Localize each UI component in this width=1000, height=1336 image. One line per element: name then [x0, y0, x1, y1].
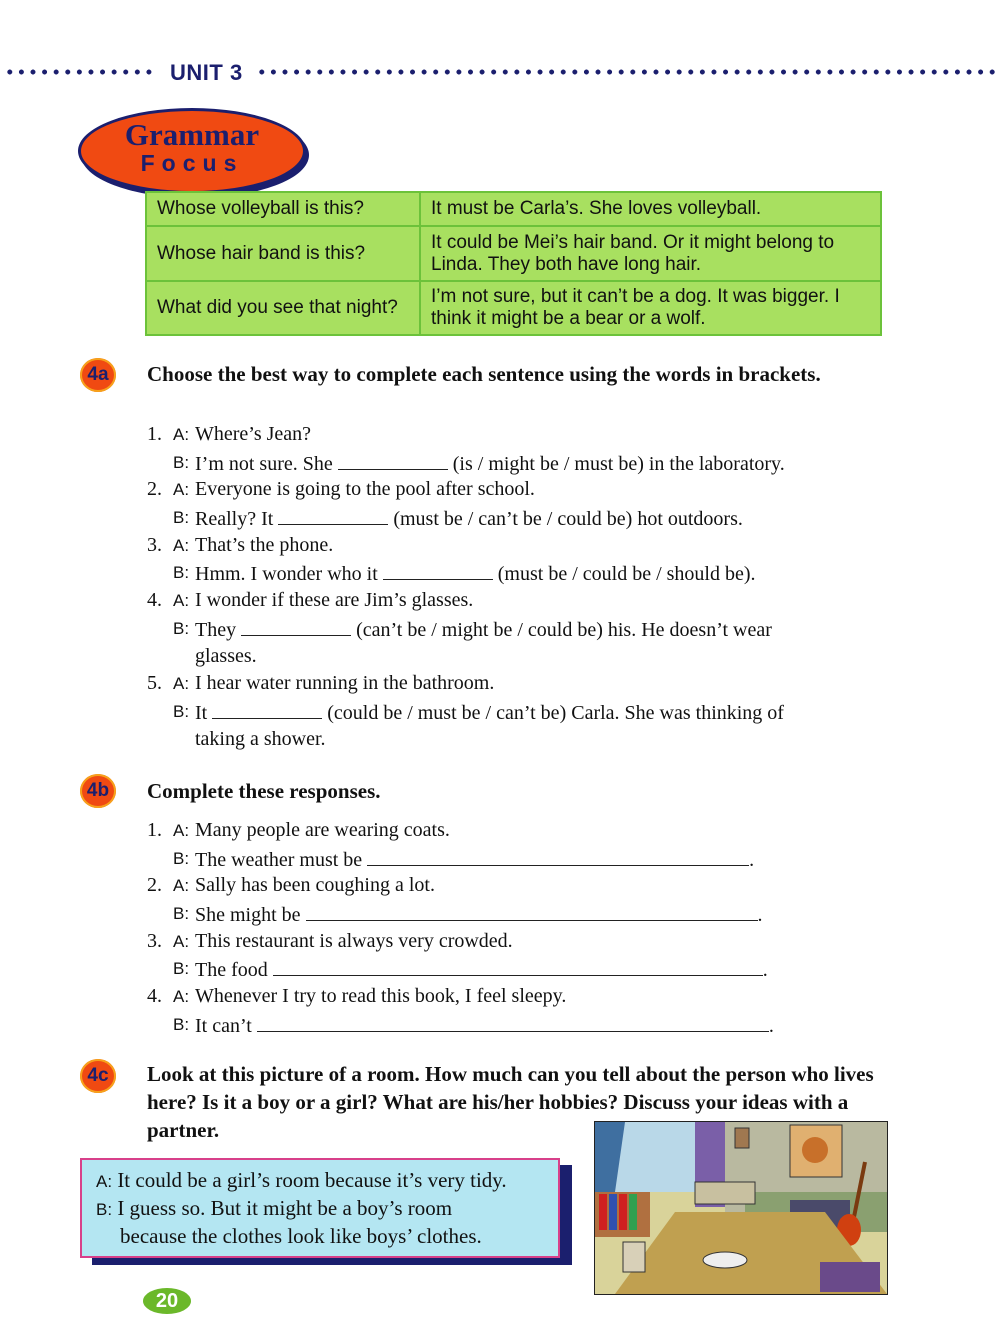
- speaker-label: A:: [173, 876, 190, 896]
- exercise-line: [147, 476, 907, 504]
- line-text: [195, 476, 535, 504]
- exercise-line: [147, 900, 907, 928]
- line-options: .: [749, 848, 755, 871]
- exercise-line: [147, 643, 907, 671]
- item-number: 2.: [147, 478, 162, 501]
- item-number: 3.: [147, 533, 162, 556]
- speaker-label: A:: [173, 480, 190, 500]
- line-options: (can’t be / might be / could be) his. He doesn’t wear: [356, 618, 772, 641]
- answer-cell: It must be Carla’s. She loves volleyball.: [420, 192, 881, 226]
- item-number: 3.: [147, 929, 162, 952]
- line-text: [195, 1011, 774, 1041]
- dialog-text: because the clothes look like boys’ clothes.: [120, 1224, 482, 1248]
- line-options: (must be / could be / should be).: [497, 563, 756, 586]
- line-options: .: [762, 959, 768, 982]
- speaker-label: B:: [96, 1200, 113, 1219]
- item-number: 2.: [147, 874, 162, 897]
- line-prompt: taking a shower.: [195, 727, 326, 750]
- speaker-label: A:: [173, 591, 190, 611]
- unit-label: UNIT 3: [170, 60, 243, 85]
- speaker-label: A:: [173, 821, 190, 840]
- item-number: 4.: [147, 985, 162, 1008]
- line-text: [195, 559, 756, 589]
- line-text: [195, 726, 326, 754]
- speaker-label: A:: [173, 425, 190, 444]
- line-prompt: This restaurant is always very crowded.: [195, 929, 513, 952]
- line-prompt: The food: [195, 959, 268, 982]
- question-cell: Whose volleyball is this?: [146, 192, 420, 226]
- page-number: 20: [143, 1288, 191, 1314]
- line-options: (is / might be / must be) in the laboratory.: [452, 452, 785, 475]
- line-prompt: Whenever I try to read this book, I feel sleepy.: [195, 985, 567, 1008]
- exercise-line: [147, 532, 907, 560]
- sample-dialog-box: [80, 1158, 560, 1258]
- line-prompt: It can’t: [195, 1014, 252, 1037]
- line-prompt: I hear water running in the bathroom.: [195, 672, 495, 695]
- line-text: [195, 698, 784, 728]
- dialog-line: [96, 1166, 507, 1196]
- line-prompt: I’m not sure. She: [195, 452, 333, 475]
- line-prompt: Hmm. I wonder who it: [195, 563, 378, 586]
- answer-blank[interactable]: [241, 615, 351, 636]
- exercise-4b-instruction: Complete these responses.: [147, 779, 381, 803]
- question-cell: What did you see that night?: [146, 281, 420, 335]
- line-prompt: Sally has been coughing a lot.: [195, 874, 435, 897]
- line-text: [195, 817, 450, 845]
- line-prompt: It: [195, 701, 208, 724]
- line-text: [195, 532, 333, 560]
- exercise-badge-4b: 4b: [80, 774, 116, 808]
- speaker-label: B:: [173, 904, 190, 924]
- line-text: [195, 587, 473, 615]
- grammar-table: [145, 191, 882, 336]
- line-text: [195, 955, 768, 985]
- line-prompt: I wonder if these are Jim’s glasses.: [195, 589, 474, 612]
- line-options: (could be / must be / can’t be) Carla. She was thinking of: [327, 701, 784, 724]
- speaker-label: B:: [173, 848, 190, 868]
- line-prompt: Really? It: [195, 508, 274, 531]
- line-text: [195, 421, 311, 449]
- exercise-line: [147, 587, 907, 615]
- exercise-4c-instruction: Look at this picture of a room. How much can you tell about the person who lives here? Is it a boy or a girl? What are his/her hobbies? Discuss your ideas with a partner.: [147, 1062, 874, 1142]
- exercise-4a-list: [147, 421, 907, 753]
- answer-blank[interactable]: [278, 504, 388, 525]
- exercise-line: [147, 449, 907, 477]
- line-text: [195, 983, 566, 1011]
- answer-blank[interactable]: [306, 900, 758, 921]
- exercise-line: [147, 726, 907, 754]
- exercise-4b-list: [147, 817, 907, 1039]
- line-prompt: glasses.: [195, 644, 257, 667]
- exercise-line: [147, 421, 907, 449]
- room-illustration: [594, 1121, 888, 1295]
- dialog-line: [96, 1194, 452, 1224]
- exercise-line: [147, 559, 907, 587]
- item-number: 5.: [147, 672, 162, 695]
- speaker-label: A:: [173, 674, 190, 694]
- answer-blank[interactable]: [257, 1011, 769, 1032]
- line-text: [195, 900, 763, 930]
- exercise-line: [147, 872, 907, 900]
- grammar-focus-logo: [78, 108, 306, 194]
- line-text: [195, 615, 772, 645]
- exercise-4a-instruction: Choose the best way to complete each sentence using the words in brackets.: [147, 362, 821, 386]
- answer-blank[interactable]: [273, 955, 763, 976]
- grammar-focus-subtitle: Focus: [140, 150, 244, 176]
- exercise-badge-4c: 4c: [80, 1059, 116, 1093]
- dotted-rule-right: [256, 66, 1000, 78]
- exercise-line: [147, 504, 907, 532]
- speaker-label: B:: [173, 452, 190, 472]
- answer-cell: I’m not sure, but it can’t be a dog. It was bigger. I think it might be a bear or a wolf.: [420, 281, 881, 335]
- dialog-text: I guess so. But it might be a boy’s room: [117, 1196, 453, 1220]
- speaker-label: B:: [173, 563, 190, 583]
- line-text: [195, 670, 494, 698]
- line-prompt: Everyone is going to the pool after school.: [195, 478, 535, 501]
- question-cell: Whose hair band is this?: [146, 226, 420, 281]
- speaker-label: A:: [173, 931, 190, 951]
- line-text: [195, 872, 435, 900]
- speaker-label: A:: [173, 987, 190, 1007]
- answer-blank[interactable]: [367, 845, 749, 866]
- exercise-line: [147, 670, 907, 698]
- exercise-line: [147, 615, 907, 643]
- item-number: 1.: [147, 819, 162, 841]
- exercise-line: [147, 845, 907, 873]
- line-options: .: [757, 904, 763, 927]
- dialog-text: It could be a girl’s room because it’s very tidy.: [117, 1168, 507, 1192]
- table-row: [146, 281, 881, 335]
- grammar-focus-title: Grammar: [124, 117, 260, 152]
- speaker-label: B:: [173, 508, 190, 528]
- line-text: [195, 449, 785, 479]
- line-prompt: They: [195, 618, 237, 641]
- exercise-line: [147, 955, 907, 983]
- table-row: [146, 226, 881, 281]
- line-text: [195, 643, 257, 671]
- answer-blank[interactable]: [383, 559, 493, 580]
- answer-blank[interactable]: [212, 698, 322, 719]
- speaker-label: B:: [173, 1014, 190, 1034]
- line-text: [195, 845, 754, 875]
- answer-cell: It could be Mei’s hair band. Or it might belong to Linda. They both have long hair.: [420, 226, 881, 281]
- speaker-label: A:: [96, 1172, 113, 1191]
- line-options: (must be / can’t be / could be) hot outdoors.: [393, 508, 743, 531]
- dialog-line: [120, 1222, 482, 1250]
- exercise-badge-4a: 4a: [80, 358, 116, 392]
- exercise-line: [147, 928, 907, 956]
- exercise-line: [147, 817, 907, 845]
- exercise-line: [147, 1011, 907, 1039]
- line-prompt: Where’s Jean?: [195, 423, 312, 445]
- line-prompt: That’s the phone.: [195, 533, 334, 556]
- speaker-label: A:: [173, 535, 190, 555]
- item-number: 4.: [147, 589, 162, 612]
- speaker-label: B:: [173, 959, 190, 979]
- line-text: [195, 504, 743, 534]
- line-options: .: [768, 1014, 774, 1037]
- exercise-line: [147, 983, 907, 1011]
- line-prompt: She might be: [195, 904, 301, 927]
- line-prompt: The weather must be: [195, 848, 363, 871]
- speaker-label: B:: [173, 618, 190, 638]
- answer-blank[interactable]: [338, 449, 448, 470]
- speaker-label: B:: [173, 701, 190, 721]
- table-row: [146, 192, 881, 226]
- exercise-line: [147, 698, 907, 726]
- line-prompt: Many people are wearing coats.: [195, 819, 450, 841]
- dotted-rule-left: [4, 66, 154, 78]
- line-text: [195, 928, 513, 956]
- item-number: 1.: [147, 423, 162, 445]
